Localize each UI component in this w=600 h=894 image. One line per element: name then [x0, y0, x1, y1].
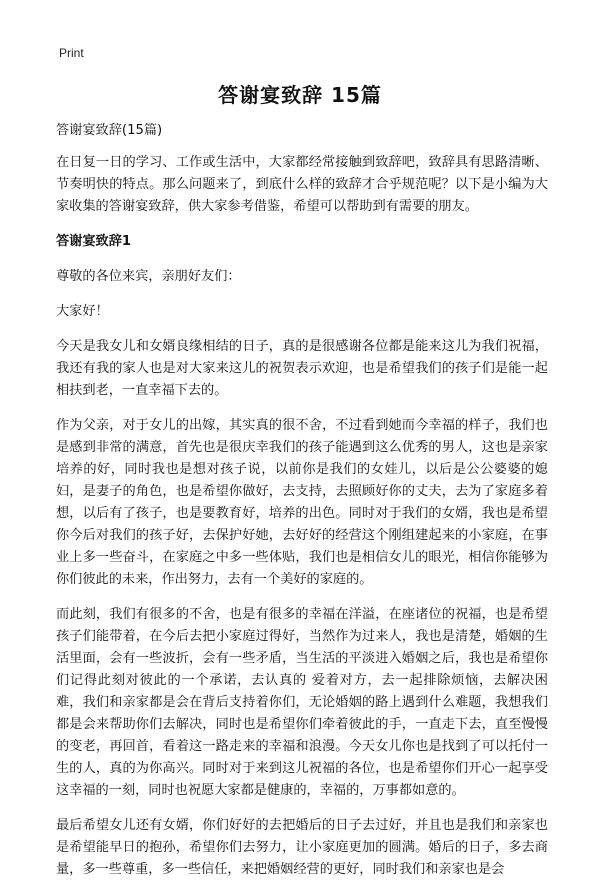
- body-paragraph-2: 作为父亲，对于女儿的出嫁，其实真的很不舍，不过看到她而今幸福的样子，我们也是感到非常的满意，首先也是很庆幸我们的孩子能遇到这么优秀的男人，这也是亲家培养的好，同时我也是想对孩子说，以前你是我们的女娃儿，以后是公公婆婆的媳妇，是妻子的角色，也是希望你做好，去支持，去照顾好你的丈夫，去为了家庭多着想，以后有了孩子，也是要教育好，培养的出色。同时对于我们的女婿，我也是希望你今后对我们的孩子好，去保护好她，去好好的经营这个刚组建起来的小家庭，在事业上多一些奋斗，在家庭之中多一些体贴，我们也是相信女儿的眼光，相信你能够为你们彼此的未来，作出努力，去有一个美好的家庭的。: [56, 418, 548, 587]
- body-paragraph-1: 今天是我女儿和女婿良缘相结的日子，真的是很感谢各位都是能来这儿为我们祝福，我还有我的家人也是对大家来这儿的祝贺表示欢迎，也是希望我们的孩子们是能一起相扶到老，一直幸福下去的。: [56, 339, 548, 398]
- hello-paragraph: 大家好！: [56, 304, 109, 319]
- document-body: [56, 120, 548, 894]
- section-heading: 答谢宴致辞1: [56, 234, 132, 249]
- document-subtitle: 答谢宴致辞(15篇): [56, 123, 163, 138]
- body-paragraph-4: 最后希望女儿还有女婿，你们好好的去把婚后的日子去过好，并且也是我们和亲家也是希望能早日的抱孙，希望你们去努力，让小家庭更加的圆满。婚后的日子，多去商量，多一些尊重，多一些信任，来把婚姻经营的更好，同时我们和亲家也是会: [56, 818, 548, 877]
- intro-paragraph: 在日复一日的学习、工作或生活中，大家都经常接触到致辞吧，致辞具有思路清晰、节奏明快的特点。那么问题来了，到底什么样的致辞才合乎规范呢？以下是小编为大家收集的答谢宴致辞，供大家参考借鉴，希望可以帮助到有需要的朋友。: [56, 155, 548, 214]
- print-link[interactable]: Print: [59, 46, 84, 60]
- body-paragraph-3: 而此刻，我们有很多的不舍，也是有很多的幸福在洋溢，在座诸位的祝福，也是希望孩子们能带着，在今后去把小家庭过得好，当然作为过来人，我也是清楚，婚姻的生活里面，会有一些波折，会有一些矛盾，当生活的平淡进入婚姻之后，我也是希望你们记得此刻对彼此的一个承诺，去认真的 爱着对方，去一起排除烦恼，去解决困难，我们和亲家都是会在背后支持着你们，无论婚姻的路上遇到什么难题，我想我们都是会来帮助你们去解决，同时也是希望你们牵着彼此的手，一直走下去，直至慢慢的变老，再回首，看着这一路走来的幸福和浪漫。今天女儿你也是找到了可以托付一生的人，真的为你高兴。同时对于来到这儿祝福的各位，也是希望你们开心一起享受这幸福的一刻，同时也祝愿大家都是健康的，幸福的，万事都如意的。: [56, 607, 548, 798]
- greeting-paragraph: 尊敬的各位来宾，亲朋好友们：: [56, 269, 241, 284]
- document-title: 答谢宴致辞 15篇: [218, 83, 382, 107]
